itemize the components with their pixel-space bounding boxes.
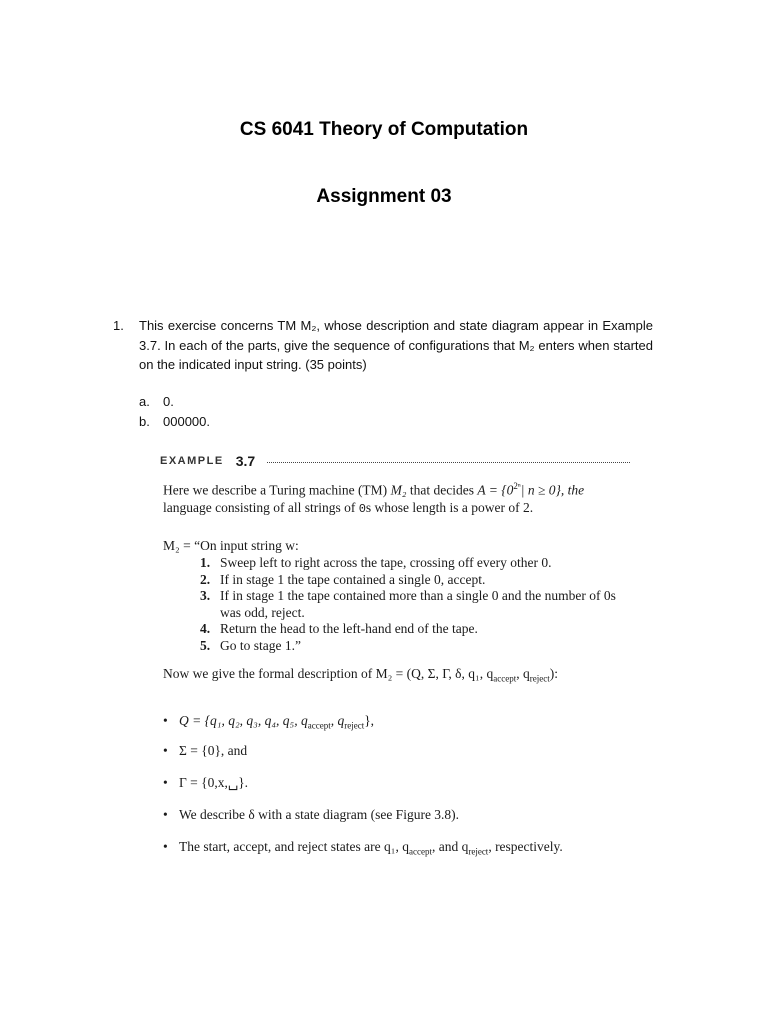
document-title: CS 6041 Theory of Computation [239, 119, 529, 140]
bullet-text: , q [330, 713, 345, 728]
stage-text: Sweep left to right across the tape, crossing off every other 0. [220, 555, 552, 570]
intro-m2: M₂ [390, 482, 407, 498]
stage-number: 2. [200, 571, 211, 587]
bullet-sub: accept [408, 846, 432, 857]
stage-number: 3. [200, 588, 211, 603]
stage-number: 5. [200, 637, 211, 653]
bullet-sub: reject [468, 846, 489, 857]
assignment-title: Assignment 03 [316, 186, 452, 207]
question-points: (35 points) [305, 357, 367, 372]
example-intro [163, 478, 633, 518]
bullet-icon: • [163, 743, 168, 758]
part-text: 000000. [163, 413, 210, 429]
bullet-icon: • [163, 713, 168, 728]
textbook-excerpt [160, 450, 630, 857]
bullet-text: , respectively. [488, 839, 563, 854]
bullet-sub: accept [307, 720, 331, 731]
example-number: 3.7 [235, 453, 256, 469]
question-number: 1. [113, 318, 124, 333]
bullet-text: , and q [431, 839, 469, 854]
intro-text: s whose length is a power of 2. [365, 499, 534, 515]
bullet-text: Q = {q₁, q₂, q₃, q₄, q₅, q [179, 713, 308, 728]
list-item [200, 638, 630, 655]
formal-text: ): [549, 666, 558, 681]
formal-sub: accept [493, 673, 517, 684]
intro-zero: 0 [358, 501, 366, 516]
intro-set-end: | n ≥ 0}, the [520, 482, 585, 498]
list-item [200, 572, 630, 589]
dotted-rule [267, 462, 630, 463]
stage-list [200, 555, 630, 654]
bullet-delta [163, 806, 459, 823]
stage-text: Return the head to the left-hand end of the tape. [220, 621, 478, 636]
stage-text: If in stage 1 the tape contained a single 0, accept. [220, 571, 486, 587]
bullet-text: Γ = {0,x,␣}. [179, 775, 249, 790]
part-label: b. [139, 413, 150, 429]
bullet-text: The start, accept, and reject states are q₁, q [179, 839, 409, 854]
example-header [160, 450, 630, 472]
formal-description [163, 666, 558, 684]
bullet-icon: • [163, 839, 168, 854]
m2-definition: M₂ = “On input string w: [163, 538, 299, 553]
example-label: EXAMPLE [160, 455, 224, 467]
formal-sub: reject [529, 673, 550, 684]
question-text [139, 316, 653, 375]
question-1 [113, 316, 653, 375]
bullet-text: Σ = {0}, and [179, 743, 248, 758]
question-parts [139, 392, 210, 431]
list-item [200, 621, 630, 638]
bullet-q [163, 712, 374, 735]
formal-text: Now we give the formal description of M₂ = (Q, Σ, Γ, δ, q₁, q [163, 666, 494, 681]
stage-number: 4. [200, 621, 211, 636]
part-text: 0. [163, 394, 174, 409]
stage-text: If in stage 1 the tape contained more than a single 0 and the number of 0s was odd, reject. [220, 588, 616, 620]
stage-text: Go to stage 1.” [220, 637, 301, 653]
bullet-text: We describe δ with a state diagram (see Figure 3.8). [179, 807, 460, 822]
list-item [200, 555, 630, 572]
intro-superscript: 2ⁿ [513, 481, 521, 491]
question-body: This exercise concerns TM M₂, whose description and state diagram appear in Example 3.7. In each of the parts, give the sequence of configurations that M₂ enters when started on the indicated input string. [139, 318, 653, 372]
bullet-states [163, 838, 563, 861]
bullet-sigma [163, 742, 247, 759]
list-item [200, 588, 630, 621]
intro-text: that decides [406, 482, 478, 498]
bullet-gamma [163, 774, 248, 791]
list-item [139, 412, 210, 432]
bullet-sub: reject [344, 720, 365, 731]
intro-text: language consisting of all strings of [163, 499, 359, 515]
list-item [139, 392, 210, 412]
bullet-icon: • [163, 775, 168, 790]
formal-text: , q [516, 666, 530, 681]
bullet-text: }, [364, 713, 375, 728]
intro-set: A = {0 [477, 482, 514, 498]
stage-number: 1. [200, 555, 211, 570]
bullet-icon: • [163, 807, 168, 822]
intro-text: Here we describe a Turing machine (TM) [163, 482, 391, 498]
part-label: a. [139, 394, 150, 409]
